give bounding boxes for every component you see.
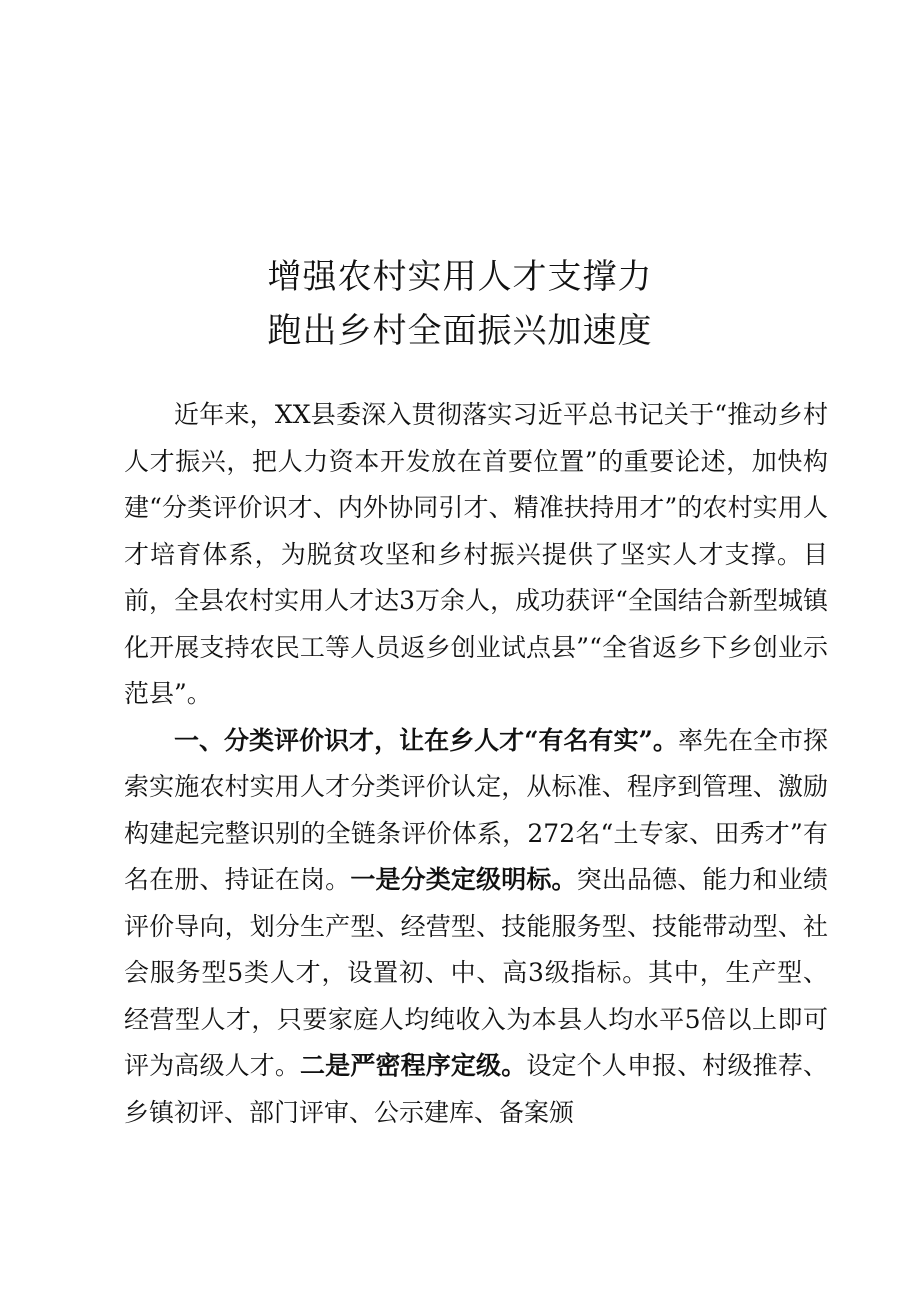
section-one-text-2: 突出品德、能力和业绩评价导向，划分生产型、经营型、技能服务型、技能带动型、社会服务型5类人才，设置初、中、高3级指标。其中，生产型、经营型人才，只要家庭人均纯收入为本县人均水平5倍以上即可评为高级人才。 [124,865,828,1080]
title-line-2: 跑出乡村全面振兴加速度 [267,311,653,351]
document-body [124,392,828,1136]
section-one-paragraph [124,718,828,1137]
title-line-1: 增强农村实用人才支撑力 [267,257,653,297]
section-one-heading: 一、分类评价识才，让在乡人才“有名有实”。 [174,725,678,755]
section-one-text-1: 率先在全市探索实施农村实用人才分类评价认定，从标准、程序到管理、激励构建起完整识别的全链条评价体系，272名“土专家、田秀才”有名在册、持证在岗。 [124,725,828,894]
section-one-text-3: 设定个人申报、村级推荐、乡镇初评、部门评审、公示建库、备案颁 [124,1051,828,1127]
document-title [0,250,920,358]
point-one-heading: 一是分类定级明标。 [350,865,577,894]
point-two-heading: 二是严密程序定级。 [300,1051,527,1080]
intro-paragraph: 近年来，XX县委深入贯彻落实习近平总书记关于“推动乡村人才振兴，把人力资本开发放在首要位置”的重要论述，加快构建“分类评价识才、内外协同引才、精准扶持用才”的农村实用人才培育体系，为脱贫攻坚和乡村振兴提供了坚实人才支撑。目前，全县农村实用人才达3万余人，成功获评“全国结合新型城镇化开展支持农民工等人员返乡创业试点县”“全省返乡下乡创业示范县”。 [124,400,828,708]
